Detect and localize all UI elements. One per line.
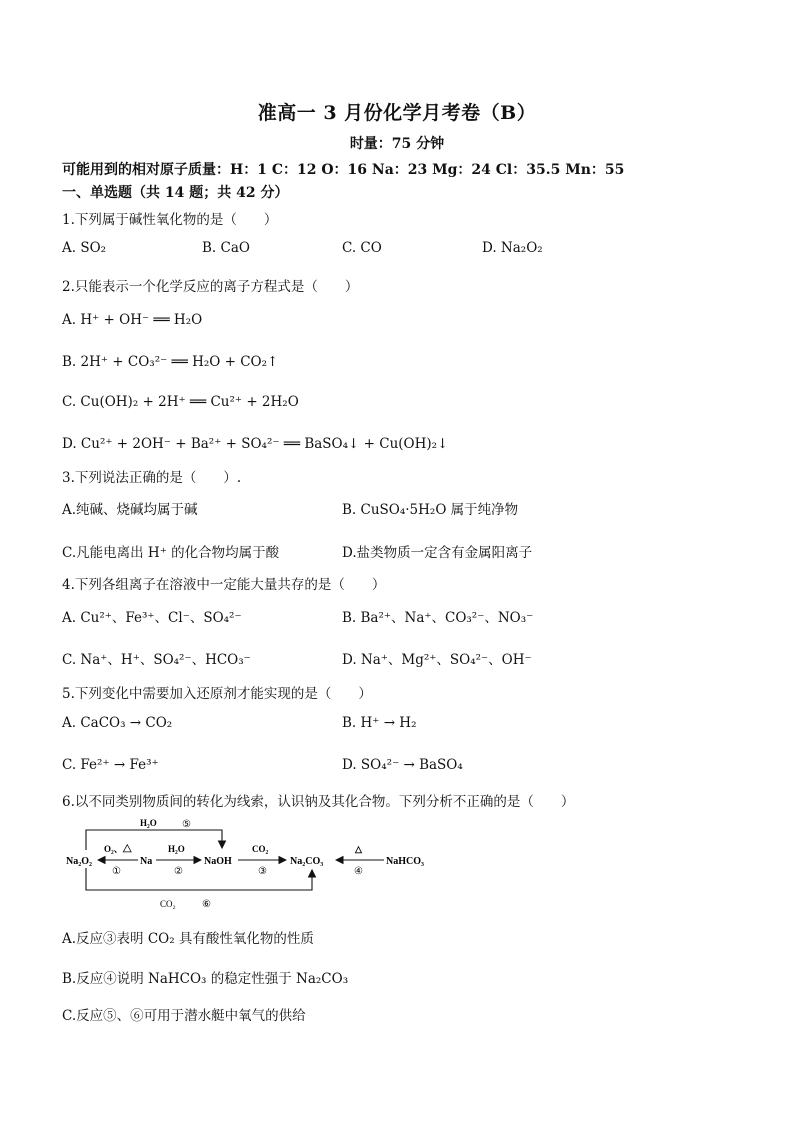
label-h2o-2: H₂O [168,844,185,854]
question-4-option-b: B. Ba²⁺、Na⁺、CO₃²⁻、NO₃⁻ [342,610,534,626]
question-5-option-c: C. Fe²⁺ → Fe³⁺ [62,757,159,773]
question-5-option-b: B. H⁺ → H₂ [342,715,417,731]
species-nahco3: NaHCO₃ [386,856,424,867]
question-4-stem: 4.下列各组离子在溶液中一定能大量共存的是（ ） [62,577,386,593]
question-3-option-c: C.凡能电离出 H⁺ 的化合物均属于酸 [62,545,280,561]
label-number-5: ⑤ [182,819,191,830]
question-6-option-a: A.反应③表明 CO₂ 具有酸性氧化物的性质 [62,931,314,947]
label-heat-4: △ [355,844,362,854]
question-2-option-d: D. Cu²⁺ + 2OH⁻ + Ba²⁺ + SO₄²⁻ ══ BaSO₄↓ + Cu(OH)₂↓ [62,436,449,452]
section-heading: 一、单选题（共 14 题；共 42 分） [62,185,289,201]
question-5-stem: 5.下列变化中需要加入还原剂才能实现的是（ ） [62,686,372,702]
species-na: Na [140,856,153,867]
atomic-masses: 可能用到的相对原子质量：H：1 C：12 O：16 Na：23 Mg：24 Cl：35.5 Mn：55 [62,162,625,178]
question-3-stem: 3.下列说法正确的是（ ）. [62,470,242,486]
species-na2o2: Na₂O₂ [66,856,92,867]
question-6-option-b: B.反应④说明 NaHCO₃ 的稳定性强于 Na₂CO₃ [62,971,349,987]
label-co2-6: CO₂ [160,899,176,909]
label-number-2: ② [174,866,183,877]
question-1-stem: 1.下列属于碱性氧化物的是（ ） [62,212,278,228]
question-5-option-a: A. CaCO₃ → CO₂ [62,715,173,731]
label-number-6: ⑥ [202,899,211,910]
question-4-option-d: D. Na⁺、Mg²⁺、SO₄²⁻、OH⁻ [342,652,532,668]
question-4-option-c: C. Na⁺、H⁺、SO₄²⁻、HCO₃⁻ [62,652,251,668]
question-1-option-a: A. SO₂ [62,240,107,256]
label-h2o-5: H₂O [140,818,157,828]
question-4-option-a: A. Cu²⁺、Fe³⁺、Cl⁻、SO₄²⁻ [62,610,242,626]
page-title: 准高一 3 月份化学月考卷（B） [257,102,537,124]
label-number-3: ③ [258,866,267,877]
question-1-option-c: C. CO [342,240,382,256]
species-na2co3: Na₂CO₃ [290,856,324,867]
species-naoh: NaOH [204,856,232,867]
question-2-stem: 2.只能表示一个化学反应的离子方程式是（ ） [62,279,359,295]
question-2-option-b: B. 2H⁺ + CO₃²⁻ ══ H₂O + CO₂↑ [62,354,279,370]
question-1-option-d: D. Na₂O₂ [482,240,543,256]
question-6-stem: 6.以不同类别物质间的转化为线索，认识钠及其化合物。下列分析不正确的是（ ） [62,794,575,810]
label-co2-3: CO₂ [252,844,269,854]
label-number-1: ① [112,866,121,877]
question-3-option-a: A.纯碱、烧碱均属于碱 [62,502,198,518]
question-2-option-a: A. H⁺ + OH⁻ ══ H₂O [62,312,203,328]
question-6-option-c: C.反应⑤、⑥可用于潜水艇中氧气的供给 [62,1008,306,1024]
question-3-option-d: D.盐类物质一定含有金属阳离子 [342,545,533,561]
question-1-option-b: B. CaO [202,240,250,256]
question-2-option-c: C. Cu(OH)₂ + 2H⁺ ══ Cu²⁺ + 2H₂O [62,394,299,410]
sodium-conversion-diagram [64,814,444,914]
question-5-option-d: D. SO₄²⁻ → BaSO₄ [342,757,463,773]
label-number-4: ④ [354,866,363,877]
question-3-option-b: B. CuSO₄·5H₂O 属于纯净物 [342,502,519,518]
label-o2-heat: O₂、△ [104,844,132,854]
exam-duration: 时量：75 分钟 [349,136,445,152]
